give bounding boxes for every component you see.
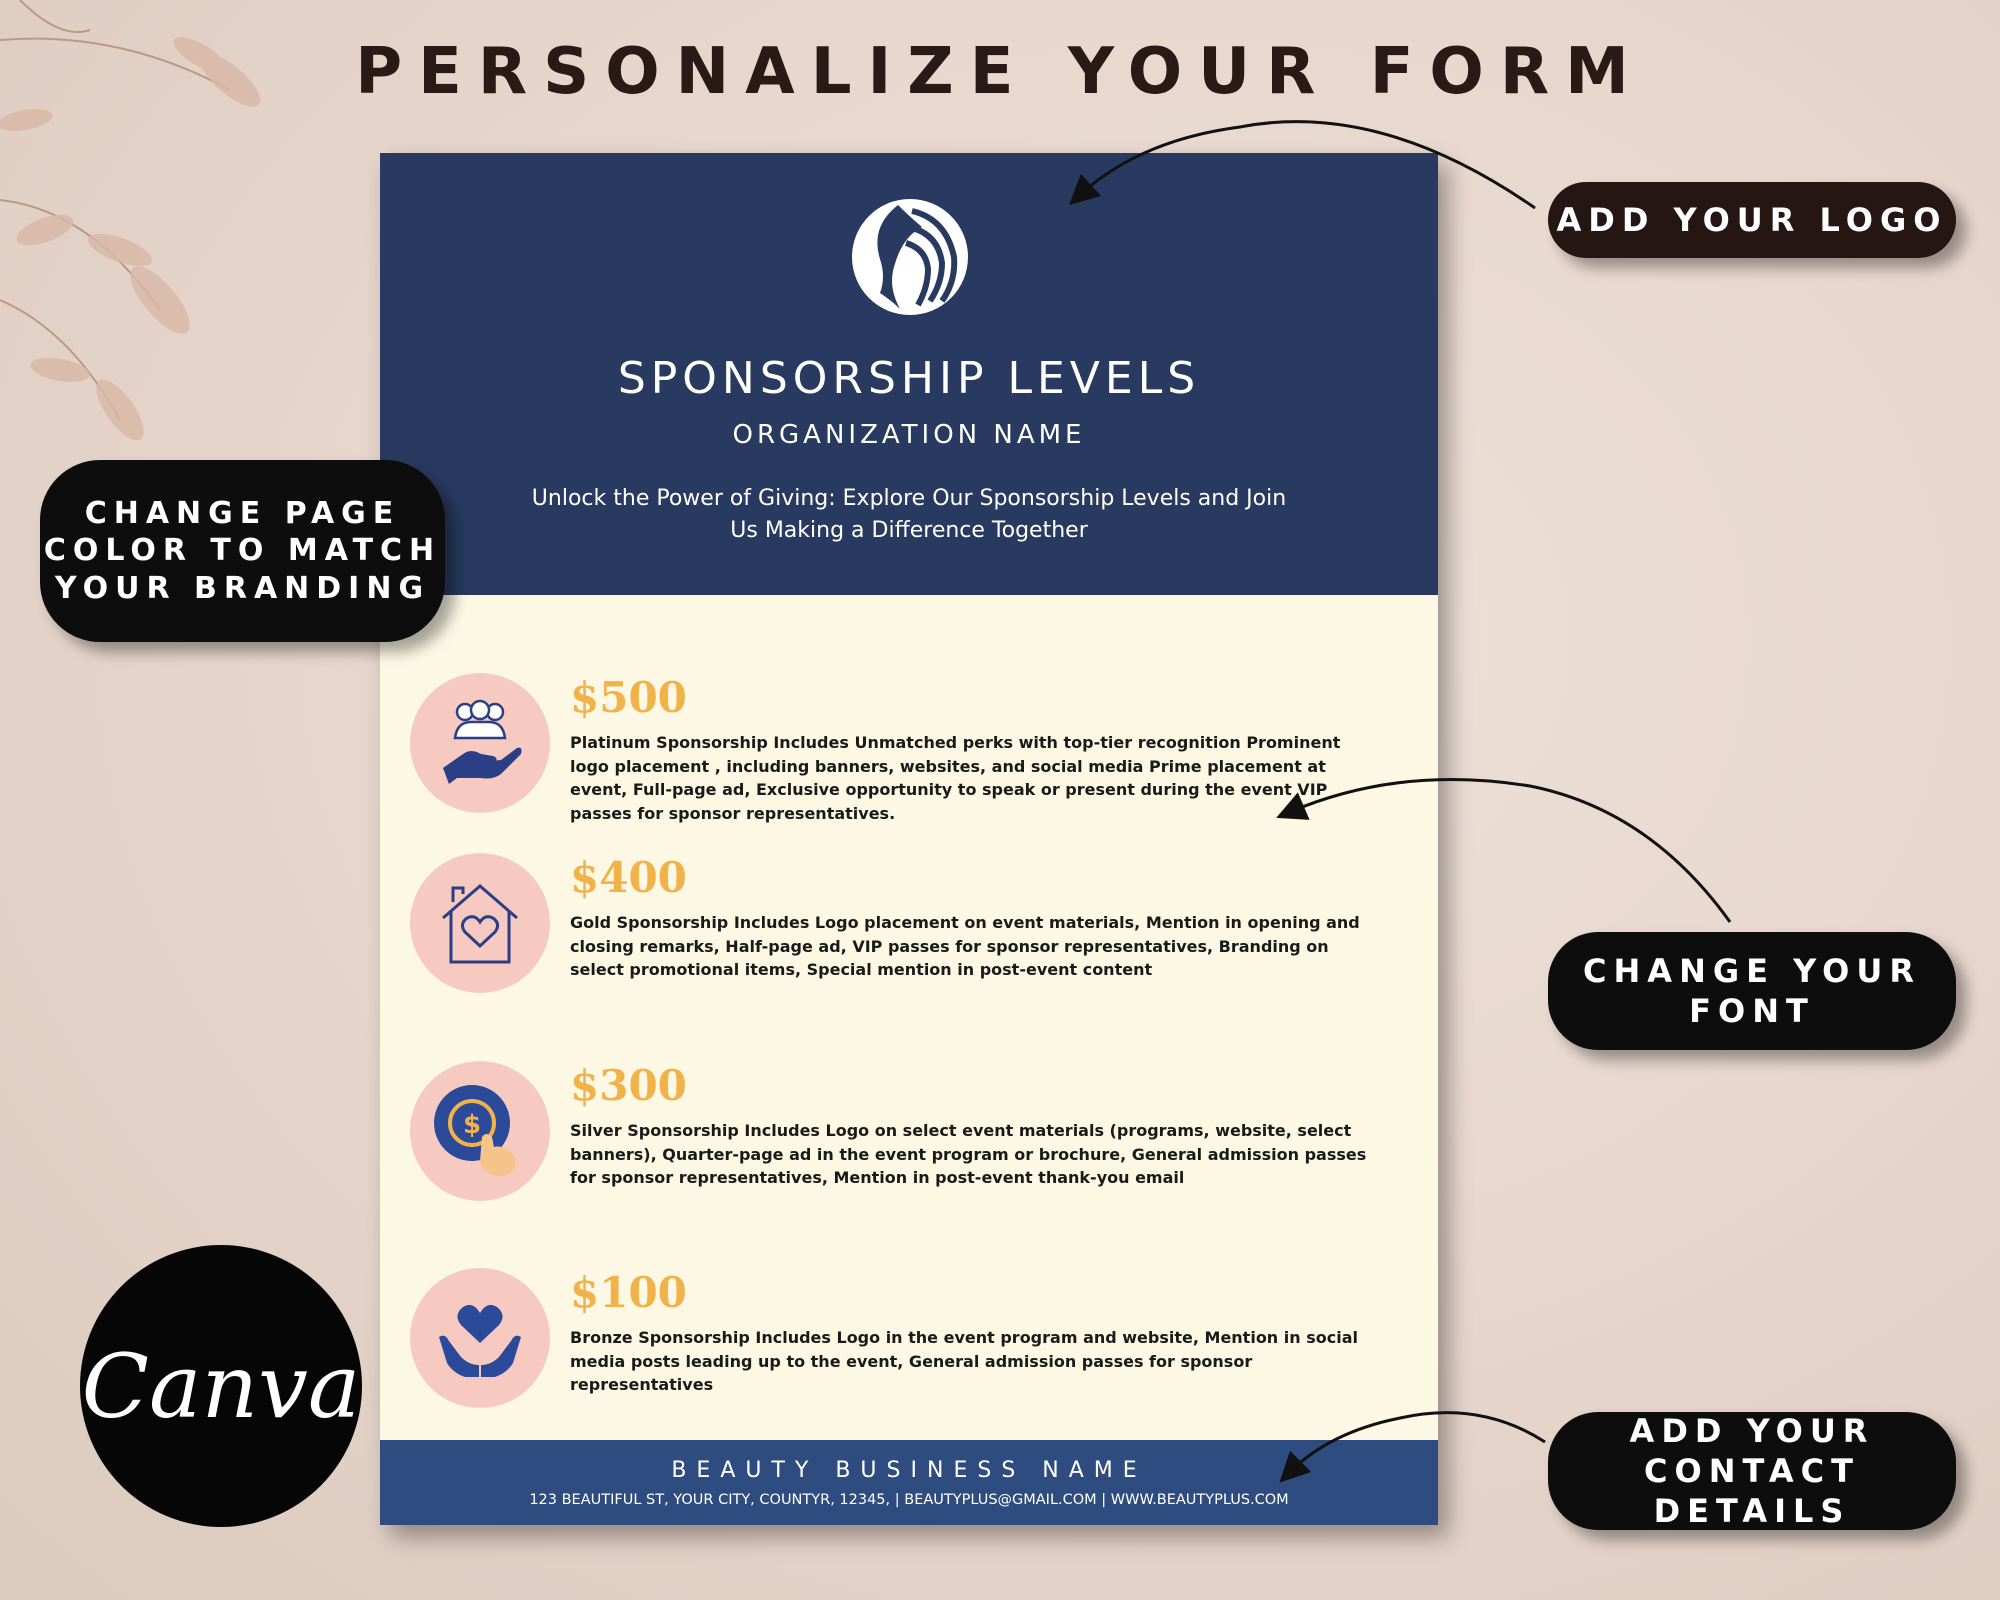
- coin-tap-icon: [410, 1061, 550, 1201]
- callout-change-font: CHANGE YOUR FONT: [1548, 932, 1956, 1050]
- contact-details: 123 BEAUTIFUL ST, YOUR CITY, COUNTYR, 12345, | BEAUTYPLUS@GMAIL.COM | WWW.BEAUTYPLUS.COM: [529, 1492, 1289, 1508]
- form-title: SPONSORSHIP LEVELS: [617, 353, 1201, 404]
- tier-description: Silver Sponsorship Includes Logo on select event materials (programs, website, select banners), Quarter-page ad in the event program or brochure, General admission passes for sponsor representatives, Mention in post-event thank-you email: [570, 1121, 1367, 1187]
- organization-name: ORGANIZATION NAME: [732, 420, 1086, 450]
- tier-price: $400: [570, 853, 687, 902]
- tier-price: $500: [570, 673, 687, 722]
- callout-add-logo: ADD YOUR LOGO: [1548, 182, 1956, 258]
- canva-logo-text: Canva: [81, 1334, 361, 1438]
- business-name: BEAUTY BUSINESS NAME: [671, 1458, 1147, 1483]
- woman-profile-logo-icon: [850, 197, 970, 317]
- heart-hands-icon: [410, 1268, 550, 1408]
- svg-text:$: $: [462, 1110, 482, 1140]
- tier-description: Gold Sponsorship Includes Logo placement on event materials, Mention in opening and closing remarks, Half-page ad, VIP passes for sponsor representatives, Branding on select promotional items, Special mention in post-event content: [570, 913, 1360, 979]
- house-heart-icon: [410, 853, 550, 993]
- form-header: [380, 153, 1438, 595]
- callout-add-contact: ADD YOUR CONTACT DETAILS: [1548, 1412, 1956, 1530]
- page-title: PERSONALIZE YOUR FORM: [355, 35, 1645, 109]
- form-tagline: Unlock the Power of Giving: Explore Our Sponsorship Levels and Join Us Making a Difference Together: [531, 486, 1287, 543]
- callout-change-color: CHANGE PAGE COLOR TO MATCH YOUR BRANDING: [40, 460, 445, 642]
- canva-badge: [80, 1245, 362, 1527]
- sponsorship-form: [380, 153, 1438, 1525]
- tier-description: Platinum Sponsorship Includes Unmatched perks with top-tier recognition Prominent logo placement , including banners, websites, and social media Prime placement at event, Full-page ad, Exclusive opportunity to speak or present during the event VIP passes for sponsor representatives.: [570, 733, 1341, 823]
- form-footer: [380, 1440, 1438, 1525]
- people-hand-icon: [410, 673, 550, 813]
- tier-price: $100: [570, 1268, 687, 1317]
- tier-price: $300: [570, 1061, 687, 1110]
- tier-description: Bronze Sponsorship Includes Logo in the event program and website, Mention in social media posts leading up to the event, General admission passes for sponsor representatives: [570, 1328, 1358, 1394]
